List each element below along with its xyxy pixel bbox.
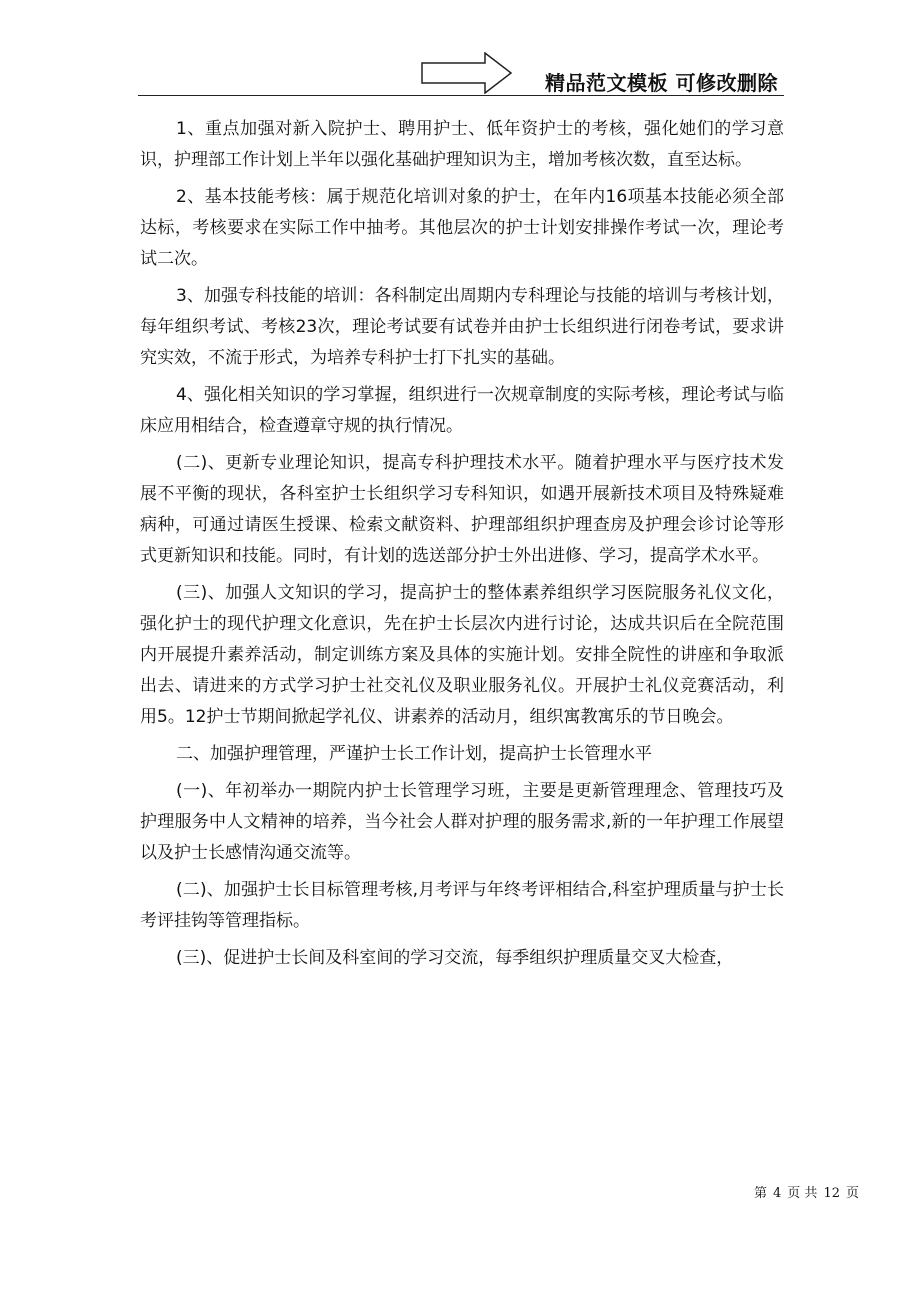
document-body bbox=[140, 114, 784, 980]
header-title: 精品范文模板 可修改删除 bbox=[545, 71, 778, 95]
paragraph: 3、加强专科技能的培训：各科制定出周期内专科理论与技能的培训与考核计划，每年组织考试、考核23次，理论考试要有试卷并由护士长组织进行闭卷考试，要求讲究实效，不流于形式，为培养专科护士打下扎实的基础。 bbox=[140, 286, 784, 368]
right-arrow-icon bbox=[421, 52, 513, 94]
paragraph: (一)、年初举办一期院内护士长管理学习班，主要是更新管理理念、管理技巧及护理服务中人文精神的培养，当今社会人群对护理的服务需求,新的一年护理工作展望以及护士长感情沟通交流等。 bbox=[140, 781, 784, 863]
paragraph: 4、强化相关知识的学习掌握，组织进行一次规章制度的实际考核，理论考试与临床应用相结合，检查遵章守规的执行情况。 bbox=[140, 385, 784, 436]
current-page-number: 4 bbox=[773, 1186, 782, 1201]
paragraph: 2、基本技能考核：属于规范化培训对象的护士，在年内16项基本技能必须全部达标，考核要求在实际工作中抽考。其他层次的护士计划安排操作考试一次，理论考试二次。 bbox=[140, 187, 784, 269]
total-page-number: 12 bbox=[823, 1186, 840, 1201]
paragraph: (三)、促进护士长间及科室间的学习交流，每季组织护理质量交叉大检查， bbox=[176, 948, 734, 968]
paragraph: (三)、加强人文知识的学习，提高护士的整体素养组织学习医院服务礼仪文化，强化护士的现代护理文化意识，先在护士长层次内进行讨论，达成共识后在全院范围内开展提升素养活动，制定训练方案及具体的实施计划。安排全院性的讲座和争取派出去、请进来的方式学习护士社交礼仪及职业服务礼仪。开展护士礼仪竞赛活动，利用5。12护士节期间掀起学礼仪、讲素养的活动月，组织寓教寓乐的节日晚会。 bbox=[140, 583, 784, 727]
paragraph: (二)、加强护士长目标管理考核,月考评与年终考评相结合,科室护理质量与护士长考评挂钩等管理指标。 bbox=[140, 880, 784, 931]
header-rule bbox=[138, 95, 784, 96]
page-header bbox=[138, 48, 784, 96]
paragraph: 1、重点加强对新入院护士、聘用护士、低年资护士的考核，强化她们的学习意识，护理部工作计划上半年以强化基础护理知识为主，增加考核次数，直至达标。 bbox=[140, 119, 784, 170]
paragraph: (二)、更新专业理论知识，提高专科护理技术水平。随着护理水平与医疗技术发展不平衡的现状，各科室护士长组织学习专科知识，如遇开展新技术项目及特殊疑难病种，可通过请医生授课、检索文献资料、护理部组织护理查房及护理会诊讨论等形式更新知识和技能。同时，有计划的选送部分护士外出进修、学习，提高学术水平。 bbox=[140, 453, 784, 566]
page-footer bbox=[751, 1182, 862, 1201]
footer-prefix: 第 bbox=[754, 1186, 768, 1201]
section-heading: 二、加强护理管理，严谨护士长工作计划，提高护士长管理水平 bbox=[176, 744, 652, 764]
footer-suffix: 页 bbox=[845, 1186, 859, 1201]
footer-middle: 页 共 bbox=[787, 1186, 818, 1201]
